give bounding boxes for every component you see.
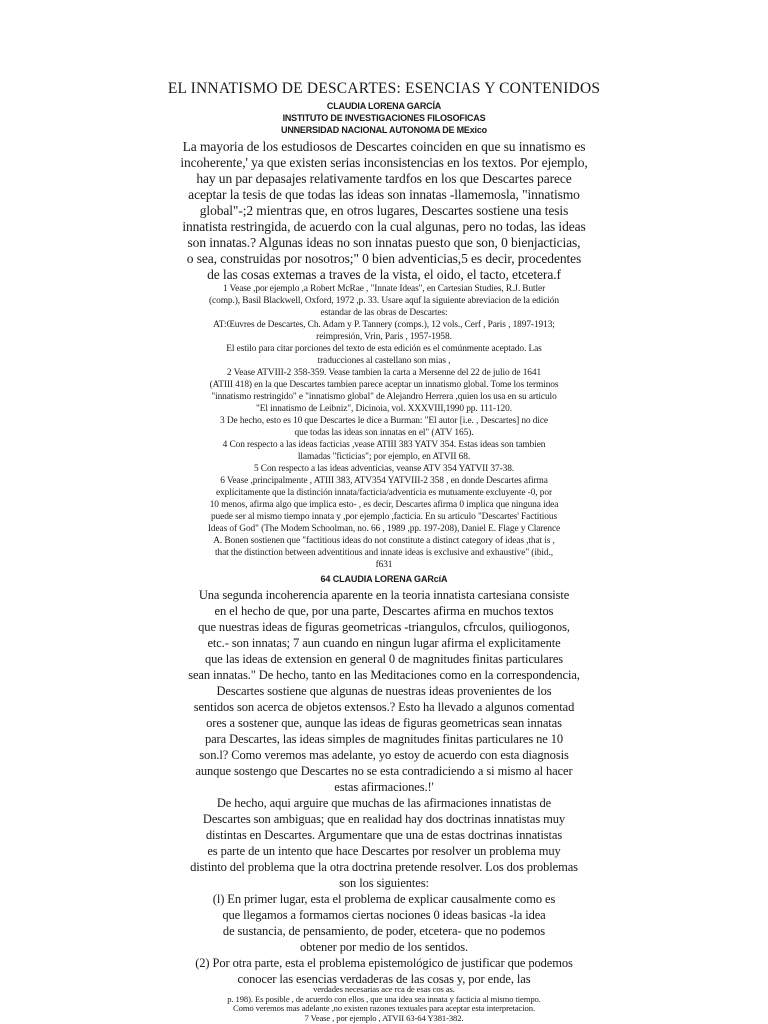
text-line: De hecho, aqui arguire que muchas de las afirmaciones innatistas de [216,796,552,810]
footnote-line: A. Bonen sostienen que "factitious ideas do not constitute a distinct category of ideas ,that is , [213,536,555,546]
text-line: son innatas.? Algunas ideas no son innatas puesto que son, 0 bienjacticias, [187,235,581,250]
footnote-line: Ideas of God" (The Modem Schoolman, no. 66 , 1989 ,pp. 197-208), Daniel E. Flage y Clarence [207,524,561,534]
footnote-line: p. 198). Es posible , de acuerdo con ellos , que una idea sea innata y facticia al mismo tiempo. [227,993,541,1004]
footnote-line: 6 Vease ,principalmente , ATIII 383, ATV354 YATVIII-2 358 , en donde Descartes afirma [220,476,548,486]
text-line: son los siguientes: [339,876,429,890]
text-line: aunque sostengo que Descartes no se esta contradiciendo a si mismo al hacer [195,764,573,778]
footnote-line: estandar de las obras de Descartes: [320,308,448,318]
text-line: en el hecho de que, por una parte, Descartes afirma en muchos textos [214,604,554,618]
text-line: etc.- son innatas; 7 aun cuando en ningun lugar afirma el explicitamente [207,636,561,650]
footnote-line: that the distinction between adventitious and innate ideas is exclusive and exhaustive" (ibid., [215,548,553,558]
text-line: ores a sostener que, aunque las ideas de figuras geometricas sean innatas [206,716,562,730]
footnote-line: 2 Vease ATVIII-2 358-359. Vease tambien la carta a Mersenne del 22 de julio de 1641 [226,368,542,378]
footnote-line: puede ser al mismo tiempo innata y ,por ejemplo ,facticia. En su articulo "Descartes' Factitious [210,512,558,522]
footnote-line: verdades necesarias ace rca de esas cos as. [313,984,455,994]
footnote-line: (ATIII 418) en la que Descartes tambien parece aceptar un innatismo global. Tome los terminos [209,380,559,390]
text-line: conocer las esencias verdaderas de las cosas y, por ende, las [237,972,531,986]
text-line: (l) En primer lugar, esta el problema de explicar causalmente como es [212,892,556,906]
footnote-line: explícitamente que la distinción innata/facticia/adventicia es mutuamente excluyente -0, por [216,488,552,498]
footnote-line: AT:Œuvres de Descartes, Ch. Adam y P. Tannery (comps.), 12 vols., Cerf , Paris , 1897-1913; [213,320,555,330]
footnote-line: 4 Con respecto a las ideas facticias ,vease ATIII 383 YATV 354. Estas ideas son tambien [222,440,546,450]
text-line: que nuestras ideas de figuras geometricas -triangulos, cfrculos, quiliogonos, [198,620,570,634]
footnote-line: "innatismo restringido" e "innatismo global" de Alejandro Herrera ,quien los usa en su articulo [211,392,557,402]
footnote-line: 7 Vease , por ejemplo , ATVII 63-64 Y381-382. [304,1012,464,1023]
text-line: son.l? Como veremos mas adelante, yo estoy de acuerdo con esta diagnosis [199,748,569,762]
footnote-line: reimpresión, Vrin, Paris , 1957-1958. [316,332,452,342]
text-line: es parte de un intento que hace Descartes por resolver un problema muy [207,844,561,858]
text-line: estas afirmaciones.!' [334,780,434,794]
footnote-line: traducciones al castellano son mias , [317,356,451,366]
footnote-line: llamadas "ficticias"; por ejemplo, en ATVII 68. [297,452,471,462]
footnote-line: 1 Vease ,por ejemplo ,a Robert McRae , "Innate Ideas", en Cartesian Studies, R.J. Butler [222,284,546,294]
text-line: o sea, construidas por nosotros;" 0 bien adventicias,5 es decir, procedentes [186,251,582,266]
footnote-line: f631 [375,560,393,570]
footnote-line: 5 Con respecto a las ideas adventicias, veanse ATV 354 YATVII 37-38. [253,464,515,474]
footnote-line: que todas las ideas son innatas en el" (ATV 165). [294,428,474,438]
running-header: 64 CLAUDIA LORENA GARcíA [320,574,448,584]
footnote-line: Como veremos mas adelante ,no existen razones textuales para aceptar esta interpretacion. [232,1003,536,1013]
text-line: (2) Por otra parte, esta el problema epistemológico de justificar que podemos [195,956,573,970]
footnote-line: 3 De hecho, esto es 10 que Descartes le dice a Burman: "El autor [i.e. , Descartes] no dice [220,416,548,426]
institute-name: INSTITUTO DE INVESTIGACIONES FILOSOFICAS [282,113,486,123]
text-line: que llegamos a formamos ciertas nociones 0 ideas basicas -la idea [222,908,546,922]
text-line: innatista restringida, de acuerdo con la cual algunas, pero no todas, las ideas [182,219,586,234]
text-line: Descartes son ambiguas; que en realidad hay dos doctrinas innatistas muy [202,812,566,826]
text-line: sean innatas." De hecho, tanto en las Meditaciones como en la correspondencia, [188,668,580,682]
text-line: incoherente,' ya que existen serias inconsistencias en los textos. Por ejemplo, [180,155,588,170]
text-line: sentidos son acerca de objetos extensos.? Esto ha llevado a algunos comentad [193,700,575,714]
footnote-line: "El innatismo de Leibniz", Dicinoia, vol. XXXVIII,1990 pp. 111-120. [256,404,512,414]
footnote-line: El estilo para citar porciones del texto de esta edición es el comúnmente aceptado. Las [226,344,542,354]
university-name: UNNERSIDAD NACIONAL AUTONOMA DE MExico [281,125,487,135]
text-line: distinto del problema que la otra doctrina pretende resolver. Los dos problemas [190,860,578,874]
text-line: de sustancia, de pensamiento, de poder, etcetera- que no podemos [222,924,546,938]
text-line: obtener por medio de los sentidos. [299,940,469,954]
text-line: global"-;2 mientras que, en otros lugares, Descartes sostiene una tesis [199,203,569,218]
footnote-line: 10 menos, afirma algo que implica esto- , es decir, Descartes afirma 0 implica que ninguna idea [209,500,559,510]
paper-title: EL INNATISMO DE DESCARTES: ESENCIAS Y CONTENIDOS [167,80,601,97]
text-line: hay un par depasajes relativamente tardfos en los que Descartes parece [196,171,572,186]
text-line: aceptar la tesis de que todas las ideas son innatas -llamemosla, "innatismo [188,187,580,202]
text-line: La mayoria de los estudiosos de Descartes coinciden en que su innatismo es [182,139,586,154]
text-line: para Descartes, las ideas simples de magnitudes finitas particulares ne 10 [204,732,564,746]
text-line: Una segunda incoherencia aparente en la teoria innatista cartesiana consiste [198,588,570,602]
text-line: distintas en Descartes. Argumentare que una de estas doctrinas innatistas [205,828,563,842]
text-line: Descartes sostiene que algunas de nuestras ideas provenientes de los [216,684,552,698]
author-name: CLAUDIA LORENA GARCÍA [326,101,442,111]
text-line: que las ideas de extension en general 0 de magnitudes finitas particulares [204,652,564,666]
text-line: de las cosas extemas a traves de la vista, el oido, el tacto, etcetera.f [207,267,561,282]
footnote-line: (comp.), Basil Blackwell, Oxford, 1972 ,p. 33. Usare aquf la siguiente abreviacion de la edición [209,296,559,306]
